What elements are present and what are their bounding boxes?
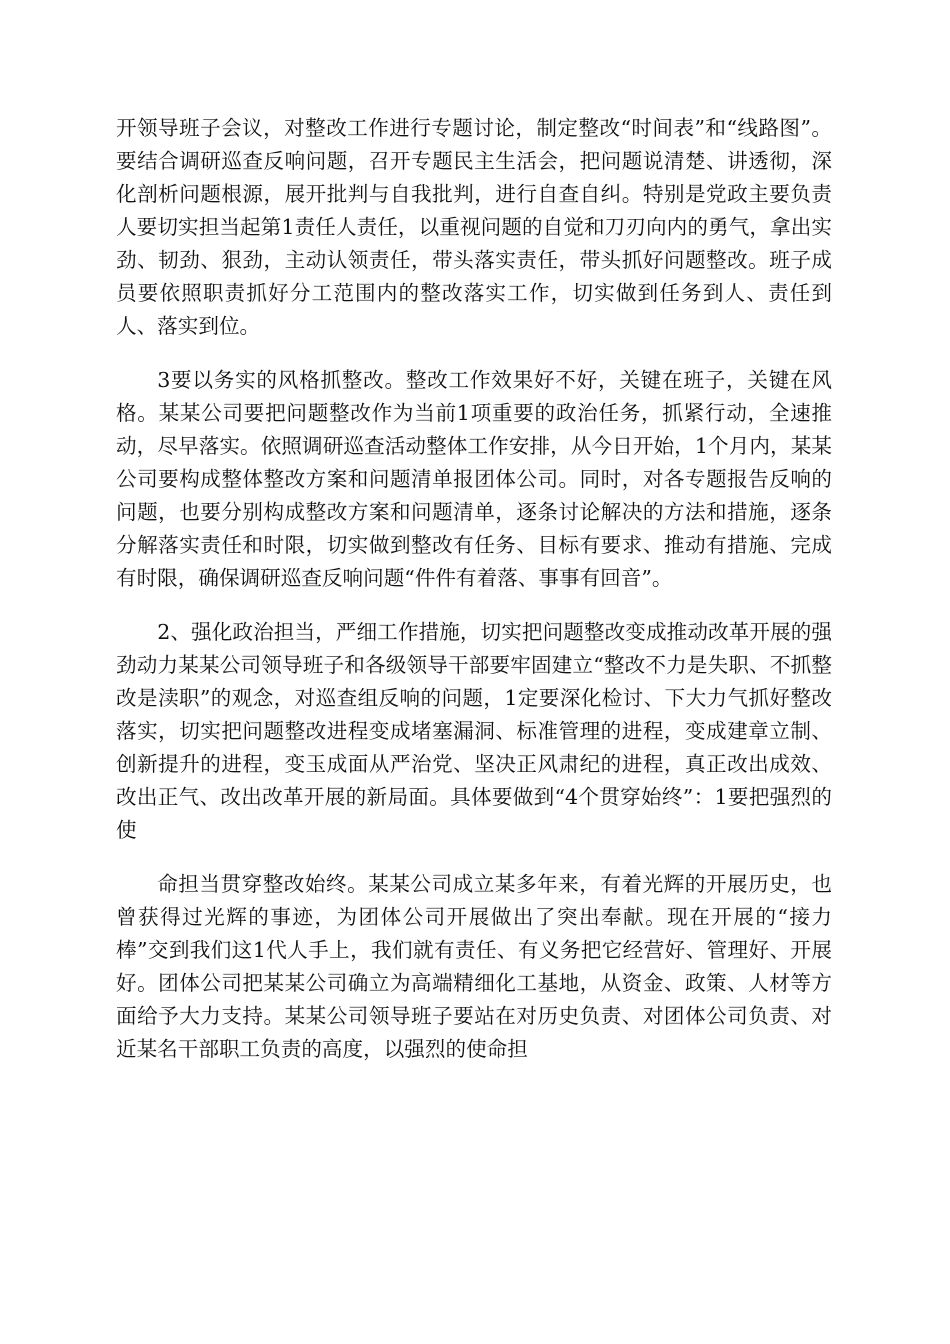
paragraph-3: 2、强化政治担当，严细工作措施，切实把问题整改变成推动改革开展的强劲动力某某公司领导班子和各级领导干部要牢固建立“整改不力是失职、不抓整改是渎职”的观念，对巡查组反响的问题，1定要深化检讨、下大力气抓好整改落实，切实把问题整改进程变成堵塞漏洞、标准管理的进程，变成建章立制、创新提升的进程，变玉成面从严治党、坚决正风肃纪的进程，真正改出成效、改出正气、改出改革开展的新局面。具体要做到“4个贯穿始终”：1要把强烈的使 [116,620,832,842]
document-page [116,112,832,1087]
paragraph-2: 3要以务实的风格抓整改。整改工作效果好不好，关键在班子，关键在风格。某某公司要把问题整改作为当前1项重要的政治任务，抓紧行动，全速推动，尽早落实。依照调研巡查活动整体工作安排，从今日开始，1个月内，某某公司要构成整体整改方案和问题清单报团体公司。同时，对各专题报告反响的问题，也要分别构成整改方案和问题清单，逐条讨论解决的方法和措施，逐条分解落实责任和时限，切实做到整改有任务、目标有要求、推动有措施、完成有时限，确保调研巡查反响问题“件件有着落、事事有回音”。 [116,368,832,590]
paragraph-4: 命担当贯穿整改始终。某某公司成立某多年来，有着光辉的开展历史，也曾获得过光辉的事迹，为团体公司开展做出了突出奉献。现在开展的“接力棒”交到我们这1代人手上，我们就有责任、有义务把它经营好、管理好、开展好。团体公司把某某公司确立为高端精细化工基地，从资金、政策、人材等方面给予大力支持。某某公司领导班子要站在对历史负责、对团体公司负责、对近某名干部职工负责的高度，以强烈的使命担 [116,872,832,1061]
paragraph-1: 开领导班子会议，对整改工作进行专题讨论，制定整改“时间表”和“线路图”。要结合调研巡查反响问题，召开专题民主生活会，把问题说清楚、讲透彻，深化剖析问题根源，展开批判与自我批判，进行自查自纠。特别是党政主要负责人要切实担当起第1责任人责任，以重视问题的自觉和刀刃向内的勇气，拿出实劲、韧劲、狠劲，主动认领责任，带头落实责任，带头抓好问题整改。班子成员要依照职责抓好分工范围内的整改落实工作，切实做到任务到人、责任到人、落实到位。 [116,116,832,338]
